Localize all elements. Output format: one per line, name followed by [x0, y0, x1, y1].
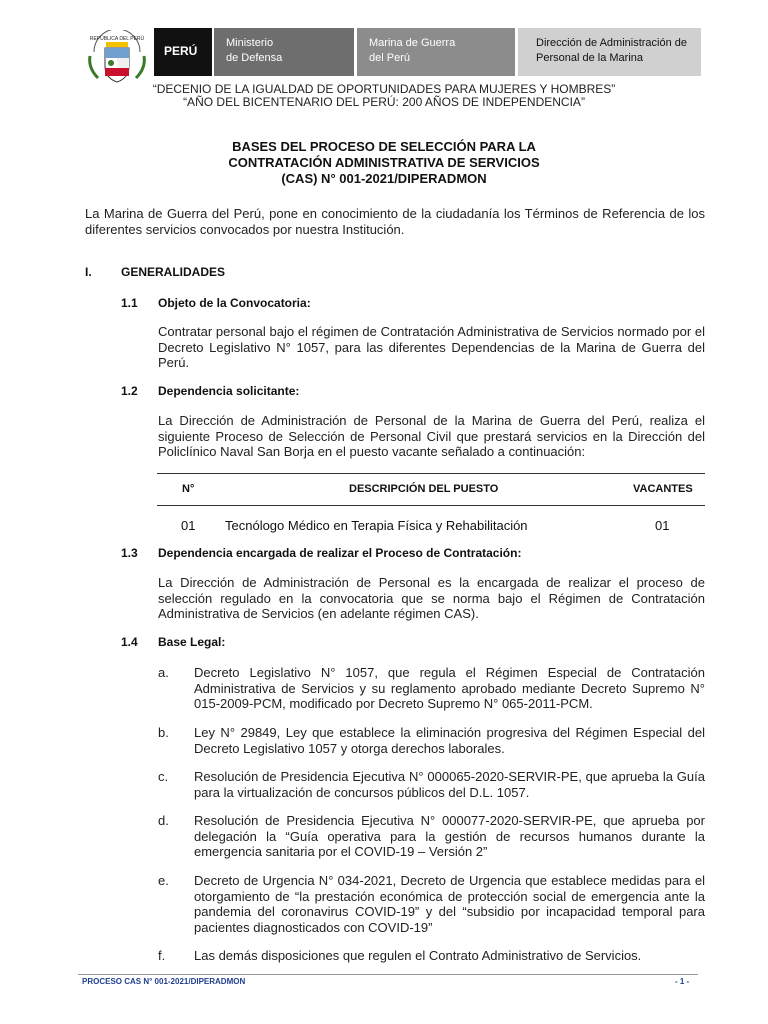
- s14-number: 1.4: [121, 635, 138, 649]
- ministry-box: [214, 28, 354, 76]
- title-line1: BASES DEL PROCESO DE SELECCIÓN PARA LA: [232, 139, 536, 154]
- table-cell-num: 01: [181, 518, 196, 533]
- title-line3: (CAS) N° 001-2021/DIPERADMON: [281, 171, 487, 186]
- table-header-vacantes: VACANTES: [633, 483, 693, 495]
- intro-paragraph: La Marina de Guerra del Perú, pone en conocimiento de la ciudadanía los Términos de Referencia de los diferentes servicios convocados por nuestra Institución.: [85, 206, 705, 237]
- peru-label: PERÚ: [164, 44, 198, 58]
- legal-letter: f.: [158, 948, 166, 963]
- page-number: - 1 -: [675, 977, 690, 986]
- s11-number: 1.1: [121, 296, 138, 310]
- navy-box: [357, 28, 515, 76]
- legal-letter: c.: [158, 769, 169, 784]
- table-top-rule: [157, 473, 705, 474]
- shield-text: REPÚBLICA DEL PERÚ: [89, 36, 145, 42]
- legal-text: Resolución de Presidencia Ejecutiva N° 000065-2020-SERVIR-PE, que aprueba la Guía para la virtualización de concursos públicos del D.L. 1057.: [194, 769, 705, 800]
- s13-text: La Dirección de Administración de Personal es la encargada de realizar el proceso de selección regulado en la convocatoria que se norma bajo el Régimen de Contratación Administrativa de Servicios (en adelante régimen CAS).: [158, 575, 705, 621]
- table-cell-vacantes: 01: [655, 518, 670, 533]
- table-header-num: N°: [182, 483, 195, 495]
- legal-letter: a.: [158, 665, 169, 680]
- legal-letter: e.: [158, 873, 169, 888]
- motto-1: “DECENIO DE LA IGUALDAD DE OPORTUNIDADES PARA MUJERES Y HOMBRES”: [152, 82, 616, 96]
- table-header-desc: DESCRIPCIÓN DEL PUESTO: [349, 483, 499, 495]
- legal-text: Ley N° 29849, Ley que establece la eliminación progresiva del Régimen Especial del Decreto Legislativo 1057 y otorga derechos laborales.: [194, 725, 705, 756]
- s12-number: 1.2: [121, 384, 138, 398]
- title-line2: CONTRATACIÓN ADMINISTRATIVA DE SERVICIOS: [228, 155, 540, 170]
- direction-line1: Dirección de Administración de: [536, 37, 688, 49]
- legal-letter: b.: [158, 725, 169, 740]
- legal-text: Las demás disposiciones que regulen el Contrato Administrativo de Servicios.: [194, 948, 642, 963]
- legal-letter: d.: [158, 813, 169, 828]
- ministry-line1: Ministerio: [226, 37, 274, 49]
- footer-rule: [78, 974, 698, 975]
- s13-title: Dependencia encargada de realizar el Proceso de Contratación:: [158, 546, 522, 560]
- navy-line2: del Perú: [369, 52, 410, 64]
- s12-text: La Dirección de Administración de Personal de la Marina de Guerra del Perú, realiza el siguiente Proceso de Selección de Personal Civil que prestará servicios en la Dirección del Policlínico Naval San Borja en el puesto vacante señalado a continuación:: [158, 413, 705, 459]
- motto-2: “AÑO DEL BICENTENARIO DEL PERÚ: 200 AÑOS DE INDEPENDENCIA”: [183, 95, 585, 109]
- section-title: GENERALIDADES: [121, 265, 226, 279]
- s11-text: Contratar personal bajo el régimen de Contratación Administrativa de Servicios normado por el Decreto Legislativo N° 1057, para las diferentes Dependencias de la Marina de Guerra del Perú.: [158, 324, 705, 370]
- peru-box: [154, 28, 212, 76]
- section-number: I.: [85, 265, 92, 279]
- legal-text: Resolución de Presidencia Ejecutiva N° 000077-2020-SERVIR-PE, que aprueba por delegación la “Guía operativa para la gestión de recursos humanos durante la emergencia sanitaria por el COVID-19 – Versión 2”: [194, 813, 705, 859]
- direction-line2: Personal de la Marina: [536, 52, 644, 64]
- footer-process-code: PROCESO CAS N° 001-2021/DIPERADMON: [82, 977, 246, 986]
- table-cell-desc: Tecnólogo Médico en Terapia Física y Rehabilitación: [225, 518, 528, 533]
- navy-line1: Marina de Guerra: [369, 37, 456, 49]
- ministry-line2: de Defensa: [226, 52, 283, 64]
- s13-number: 1.3: [121, 546, 138, 560]
- direction-box: [518, 28, 701, 76]
- coat-of-arms-icon: [86, 30, 148, 86]
- s12-title: Dependencia solicitante:: [158, 384, 300, 398]
- s14-title: Base Legal:: [158, 635, 226, 649]
- table-header-rule: [157, 505, 705, 506]
- legal-text: Decreto Legislativo N° 1057, que regula el Régimen Especial de Contratación Administrativa de Servicios y su reglamento aprobado mediante Decreto Supremo N° 015-2009-PCM, modificado por Decreto Supremo N° 065-2011-PCM.: [194, 665, 705, 711]
- s11-title: Objeto de la Convocatoria:: [158, 296, 311, 310]
- legal-text: Decreto de Urgencia N° 034-2021, Decreto de Urgencia que establece medidas para el otorgamiento de “la prestación económica de protección social de emergencia ante la pandemia del coronavirus COVID-19” y del “subsidio por incapacidad temporal para pacientes diagnosticados con COVID-19”: [194, 873, 705, 935]
